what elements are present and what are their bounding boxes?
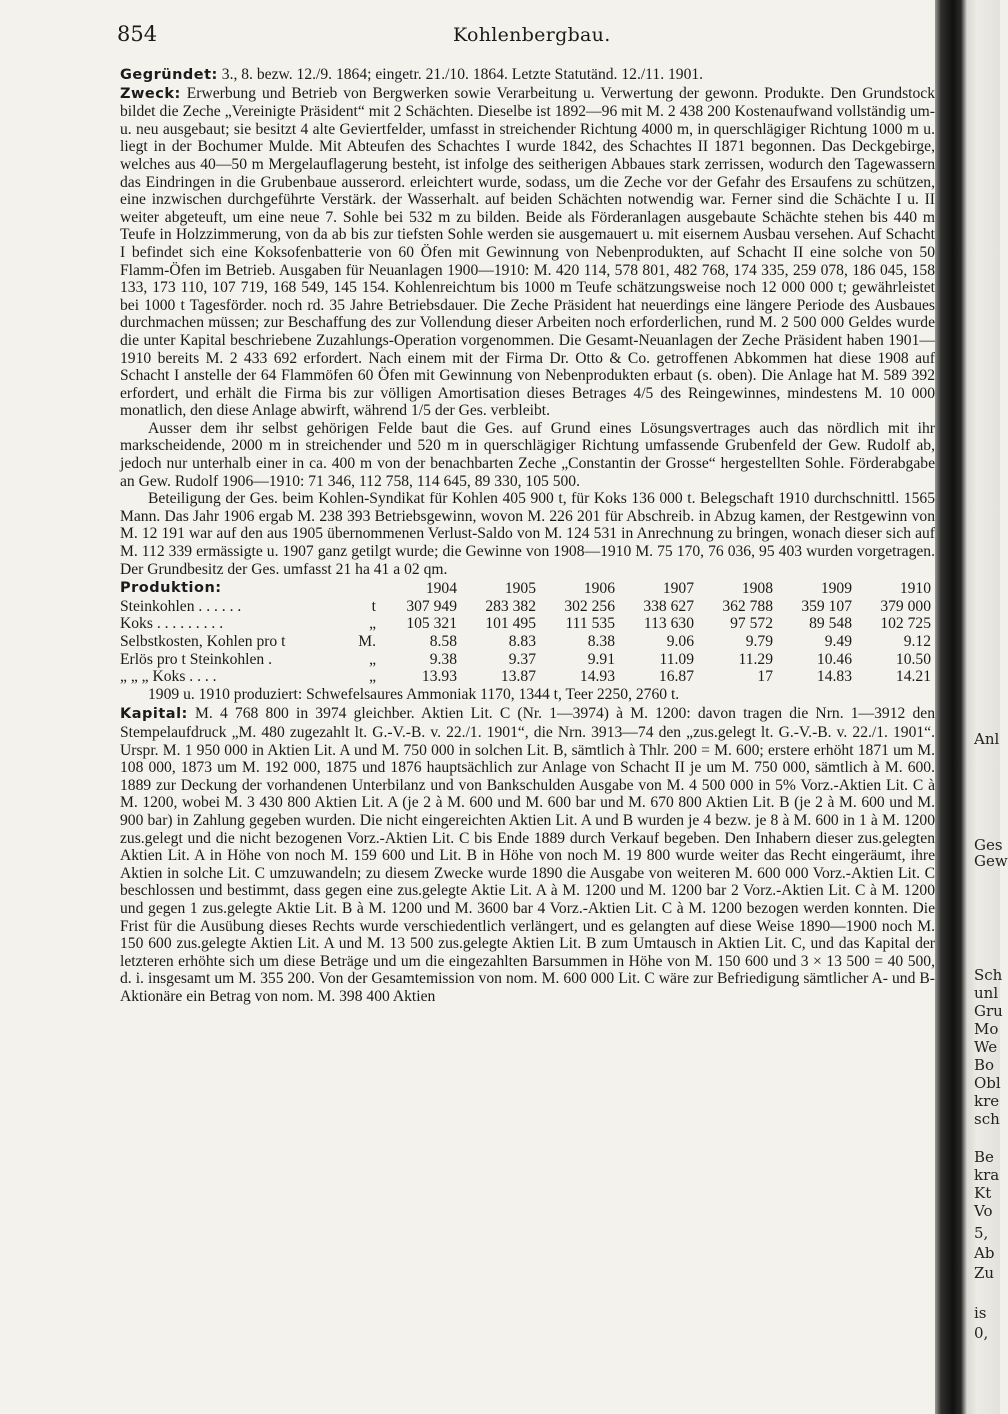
production-cell: 9.49 (824, 633, 852, 650)
facing-page-fragment: Mo (974, 1020, 999, 1038)
facing-page-fragment: Zu (974, 1264, 995, 1282)
production-row-label: „ „ „ Koks . . . . „ (120, 668, 382, 686)
production-cell: 16.87 (658, 668, 694, 686)
facing-page-fragment: Gru (974, 1002, 1003, 1020)
production-row-unit: „ (369, 615, 376, 633)
production-cell: 89 548 (809, 615, 852, 633)
production-row (120, 633, 935, 651)
year-header: 1908 (741, 579, 773, 597)
production-row (120, 668, 935, 686)
production-cell: 13.93 (421, 668, 457, 686)
purpose-text: Erwerbung und Betrieb von Bergwerken sowie Verarbeitung u. Verwertung der gewonn. Produkte. Den Grundstock bildet die Zeche „Vereinigte Präsident“ mit 2 Schächten. Dieselbe ist 1892—96 mit M. 2 438 200 Kostenaufwand vollständig um- u. neu ausgebaut; sie besitzt 4 alte Geviertfelder, umfasst in streichender Richtung 4000 m, in querschlägiger Richtung 1000 m u. liegt in der Bochumer Mulde. Mit Abteufen des Schachtes I wurde 1842, des Schachtes II 1871 begonnen. Das Deckgebirge, welches aus 40—50 m Mergelauflagerung besteht, ist infolge des seitherigen Abbaues stark zerrissen, wodurch den Tagewassern das Eindringen in die Grubenbaue ausserord. erleichtert wurde, sodass, um die Zeche vor der Gefahr des Ersaufens zu schützen, eine inzwischen durchgeführte Verstärk. der Wasserhalt. auf beiden Schächten notwendig war. Ferner sind die Schächte I u. II weiter abgeteuft, um eine neue 7. Sohle bei 532 m zu bilden. Beide als Förderanlagen ausgebaute Schächte stehen bis 440 m Teufe in Holzzimmerung, von da ab bis zur tiefsten Sohle werden sie ausgemauert u. mit eisernem Ausbau versehen. Auf Schacht I befindet sich eine Koksofenbatterie von 60 Öfen mit Gewinnung von Nebenprodukten, auf Schacht II eine solche von 50 Flamm-Öfen im Betrieb. Ausgaben für Neuanlagen 1900—1910: M. 420 114, 578 801, 482 768, 174 335, 259 078, 186 045, 158 133, 173 110, 107 719, 168 549, 145 154. Kohlenreichtum bis 1000 m Teufe schätzungsweise noch 12 000 000 t; gewährleistet bei 1000 t Tagesförder. noch rd. 35 Jahre Betriebsdauer. Die Zeche Präsident hat neuerdings eine längere Periode des Ausbaues durchmachen müssen; zur Beschaffung des zur Vollendung dieser Arbeiten noch erforderlichen, rund M. 2 500 000 Geldes wurde die unter Kapital beschriebene Zuzahlungs-Operation vorgenommen. Die Gesamt-Neuanlagen der Zeche Präsident haben 1901—1910 bereits M. 2 433 692 erfordert. Nach einem mit der Firma Dr. Otto & Co. getroffenen Abkommen hat diese 1908 auf Schacht I anstelle der 64 Flammöfen 60 Öfen mit Gewinnung von Nebenprodukten erbaut (s. oben). Die Anlage hat M. 589 392 erfordert, und erhält die Firma bis zur völligen Amortisation dieses Betrages 4/5 des Reingewinnes, mindestens M. 10 000 monatlich, den diese Anlage abwirft, während 1/5 der Ges. verbleibt. (120, 84, 935, 420)
year-header: 1909 (820, 579, 852, 597)
purpose-paragraph (120, 85, 935, 420)
production-cell: 9.79 (745, 633, 773, 650)
facing-page-fragment: unl (974, 984, 999, 1002)
production-cell: 283 382 (485, 597, 536, 615)
production-cell: 113 630 (643, 615, 694, 633)
facing-page-fragment: Obl (974, 1074, 1001, 1092)
production-row-label: Koks . . . . . . . . . „ (120, 615, 382, 633)
production-header-row (120, 579, 935, 598)
production-row-unit: t (371, 597, 376, 615)
facing-page-fragment: Anl (974, 730, 1000, 748)
production-note: 1909 u. 1910 produziert: Schwefelsaures Ammoniak 1170, 1344 t, Teer 2250, 2760 t. (148, 685, 680, 703)
production-row-label: Selbstkosten, Kohlen pro t M. (120, 633, 382, 651)
production-row-unit: „ (369, 650, 376, 668)
production-cell: 307 949 (406, 597, 457, 615)
production-cell: 14.93 (579, 668, 615, 686)
production-section (120, 579, 935, 703)
production-row (120, 651, 935, 669)
facing-page-fragment: kra (974, 1166, 1000, 1184)
production-cell: 11.09 (659, 650, 694, 668)
year-header: 1907 (662, 579, 694, 597)
facing-page-fragment: Gew (974, 852, 1008, 870)
production-cell: 11.29 (738, 650, 773, 668)
production-cell: 9.38 (429, 650, 457, 668)
production-row-label: Steinkohlen . . . . . . t (120, 598, 382, 616)
facing-page-fragment: is (974, 1304, 987, 1322)
production-cell: 111 535 (565, 615, 615, 633)
year-header: 1910 (899, 579, 931, 597)
body-text (120, 66, 935, 1005)
production-cell: 302 256 (564, 597, 615, 615)
production-cell: 101 495 (485, 615, 536, 633)
production-cell: 8.83 (508, 633, 536, 650)
ausser-paragraph: Ausser dem ihr selbst gehörigen Felde baut die Ges. auf Grund eines Lösungsvertrages auch das nördlich mit ihr markscheidende, 2000 m in streichender und 520 m in querschlägiger Richtung umfassende Grubenfeld der Gew. Rudolf ab, jedoch nur unterhalb einer in ca. 400 m von der benachbarten Zeche „Constantin der Grosse“ hergestellten Sohle. Förderabgabe an Gew. Rudolf 1906—1910: 71 346, 112 758, 114 645, 89 330, 105 500. (120, 419, 935, 490)
page-number: 854 (117, 22, 158, 46)
facing-page-fragment: We (974, 1038, 998, 1056)
production-row (120, 615, 935, 633)
facing-page-fragment: sch (974, 1110, 1000, 1128)
production-cell: 9.12 (903, 633, 931, 650)
capital-text: M. 4 768 800 in 3974 gleichber. Aktien Lit. C (Nr. 1—3974) à M. 1200: davon tragen die Nrn. 1—3912 den Stempelaufdruck „M. 480 zugezahlt lt. G.-V.-B. v. 22./1. 1901“, die Nrn. 3913—74 den „zus.gelegt lt. G.-V.-B. v. 22./1. 1901“. Urspr. M. 1 950 000 in Aktien Lit. A und M. 750 000 in solchen Lit. B, sämtlich à Thlr. 200 = M. 600; erstere erhöht 1871 um M. 108 000, 1873 um M. 192 000, 1875 und 1876 hauptsächlich zur Anlage von Schacht II je um M. 750 000, sämtlich à M. 600. 1889 zur Deckung der vorhandenen Unterbilanz und von Bankschulden Ausgabe von M. 4 500 000 in 5% Vorz.-Aktien Lit. C à M. 1200, wobei M. 3 430 800 Aktien Lit. A (je 2 à M. 600 und M. 600 bar und M. 670 800 Aktien Lit. B (je 2 à M. 600 und M. 900 bar) in Zahlung gegeben wurden. Die nicht eingereichten Aktien Lit. A und B wurden je 4 bezw. je 8 à M. 600 in 1 à M. 1200 zus.gelegt und die nicht bezogenen Vorz.-Aktien Lit. C bis Ende 1889 durch Verkauf begeben. Den Inhabern dieser zus.gelegten Aktien Lit. A in Höhe von noch M. 159 600 und Lit. B in Höhe von noch M. 19 800 wurde weiter das Recht eingeräumt, ihre Aktien in solche Lit. C umzuwandeln; zu diesem Zwecke wurde 1890 die Ausgabe von weiteren M. 600 000 Vorz.-Aktien Lit. C beschlossen und bestimmt, dass gegen eine zus.gelegte Aktie Lit. A à M. 1200 und M. 1200 bar 2 Vorz.-Aktien Lit. C à M. 1200 und gegen 1 zus.gelegte Aktie Lit. B à M. 1200 und M. 3600 bar 4 Vorz.-Aktien Lit. C à M. 1200 bezogen werden konnten. Die Frist für die Ausübung dieses Rechts wurde verschiedentlich verlängert, und es gelangten auf diese Weise 1890—1900 noch M. 150 600 zus.gelegte Aktien Lit. A und M. 13 500 zus.gelegte Aktien Lit. B zum Umtausch in Aktien Lit. C, und das Kapital der letzteren erhöhte sich um diese Beträge und um die eingezahlten Barsummen in Höhe von M. 150 600 und 3 × 13 500 = 40 500, d. i. insgesamt um M. 355 200. Von der Gesamtemission von nom. M. 600 000 Lit. C wäre zur Befriedigung sämtlicher A- und B-Aktionäre ein Betrag von nom. M. 398 400 Aktien (120, 705, 935, 1005)
production-cell: 10.46 (816, 650, 852, 668)
year-header: 1905 (504, 579, 536, 597)
production-cell: 338 627 (643, 597, 694, 615)
year-header: 1906 (583, 579, 615, 597)
production-row-unit: M. (358, 633, 376, 650)
founded-paragraph (120, 66, 935, 85)
production-cell: 359 107 (801, 597, 852, 615)
production-cell: 9.91 (587, 650, 615, 668)
production-label: Produktion: (120, 580, 222, 597)
production-cell: 10.50 (895, 650, 931, 668)
production-cell: 14.83 (816, 668, 852, 686)
production-row (120, 598, 935, 616)
facing-page-fragment: Sch (974, 966, 1003, 984)
production-row-unit: „ (369, 668, 376, 686)
capital-label: Kapital: (120, 706, 188, 723)
facing-page-fragment: kre (974, 1092, 1000, 1110)
production-cell: 105 321 (406, 615, 457, 633)
founded-text: 3., 8. bezw. 12./9. 1864; eingetr. 21./10. 1864. Letzte Statutänd. 12./11. 1901. (221, 66, 704, 83)
production-cell: 8.38 (587, 633, 615, 650)
production-cell: 13.87 (500, 668, 536, 686)
facing-page-fragment: Vo (974, 1202, 993, 1220)
facing-page-fragment: Ab (974, 1244, 995, 1262)
facing-page-fragment: Be (974, 1148, 994, 1166)
capital-paragraph (120, 705, 935, 1005)
production-row-label: Erlös pro t Steinkohlen . „ (120, 651, 382, 669)
year-header: 1904 (425, 579, 457, 597)
production-cell: 379 000 (880, 597, 931, 615)
facing-page-fragment: Kt (974, 1184, 992, 1202)
production-cell: 17 (757, 668, 773, 686)
production-cell: 8.58 (429, 633, 457, 650)
running-head: Kohlenbergbau. (453, 24, 611, 46)
purpose-label: Zweck: (120, 85, 181, 102)
production-cell: 9.37 (508, 650, 536, 668)
facing-page-fragment: 5, (974, 1224, 989, 1242)
production-cell: 97 572 (730, 615, 773, 633)
production-table (120, 579, 935, 686)
production-cell: 362 788 (722, 597, 773, 615)
beteiligung-paragraph: Beteiligung der Ges. beim Kohlen-Syndikat für Kohlen 405 900 t, für Koks 136 000 t. Belegschaft 1910 durchschnittl. 1565 Mann. Das Jahr 1906 ergab M. 238 393 Betriebsgewinn, wovon M. 226 201 für Abschreib. in Abzug kamen, der Restgewinn von M. 12 191 war auf den aus 1905 übernommenen Verlust-Saldo von M. 124 531 in Anrechnung zu bringen, wonach dieser sich auf M. 112 339 ermässigte u. 1907 ganz getilgt wurde; die Gewinne von 1908—1910 M. 75 170, 76 036, 95 403 wurden vorgetragen. Der Grundbesitz der Ges. umfasst 21 ha 41 a 02 qm. (120, 490, 935, 578)
facing-page-fragment: Bo (974, 1056, 995, 1074)
facing-page-fragment: Ges (974, 836, 1003, 854)
production-cell: 14.21 (895, 668, 931, 686)
facing-page-fragment: 0, (974, 1324, 989, 1342)
founded-label: Gegründet: (120, 67, 218, 83)
production-cell: 9.06 (666, 633, 694, 650)
production-cell: 102 725 (880, 615, 931, 633)
